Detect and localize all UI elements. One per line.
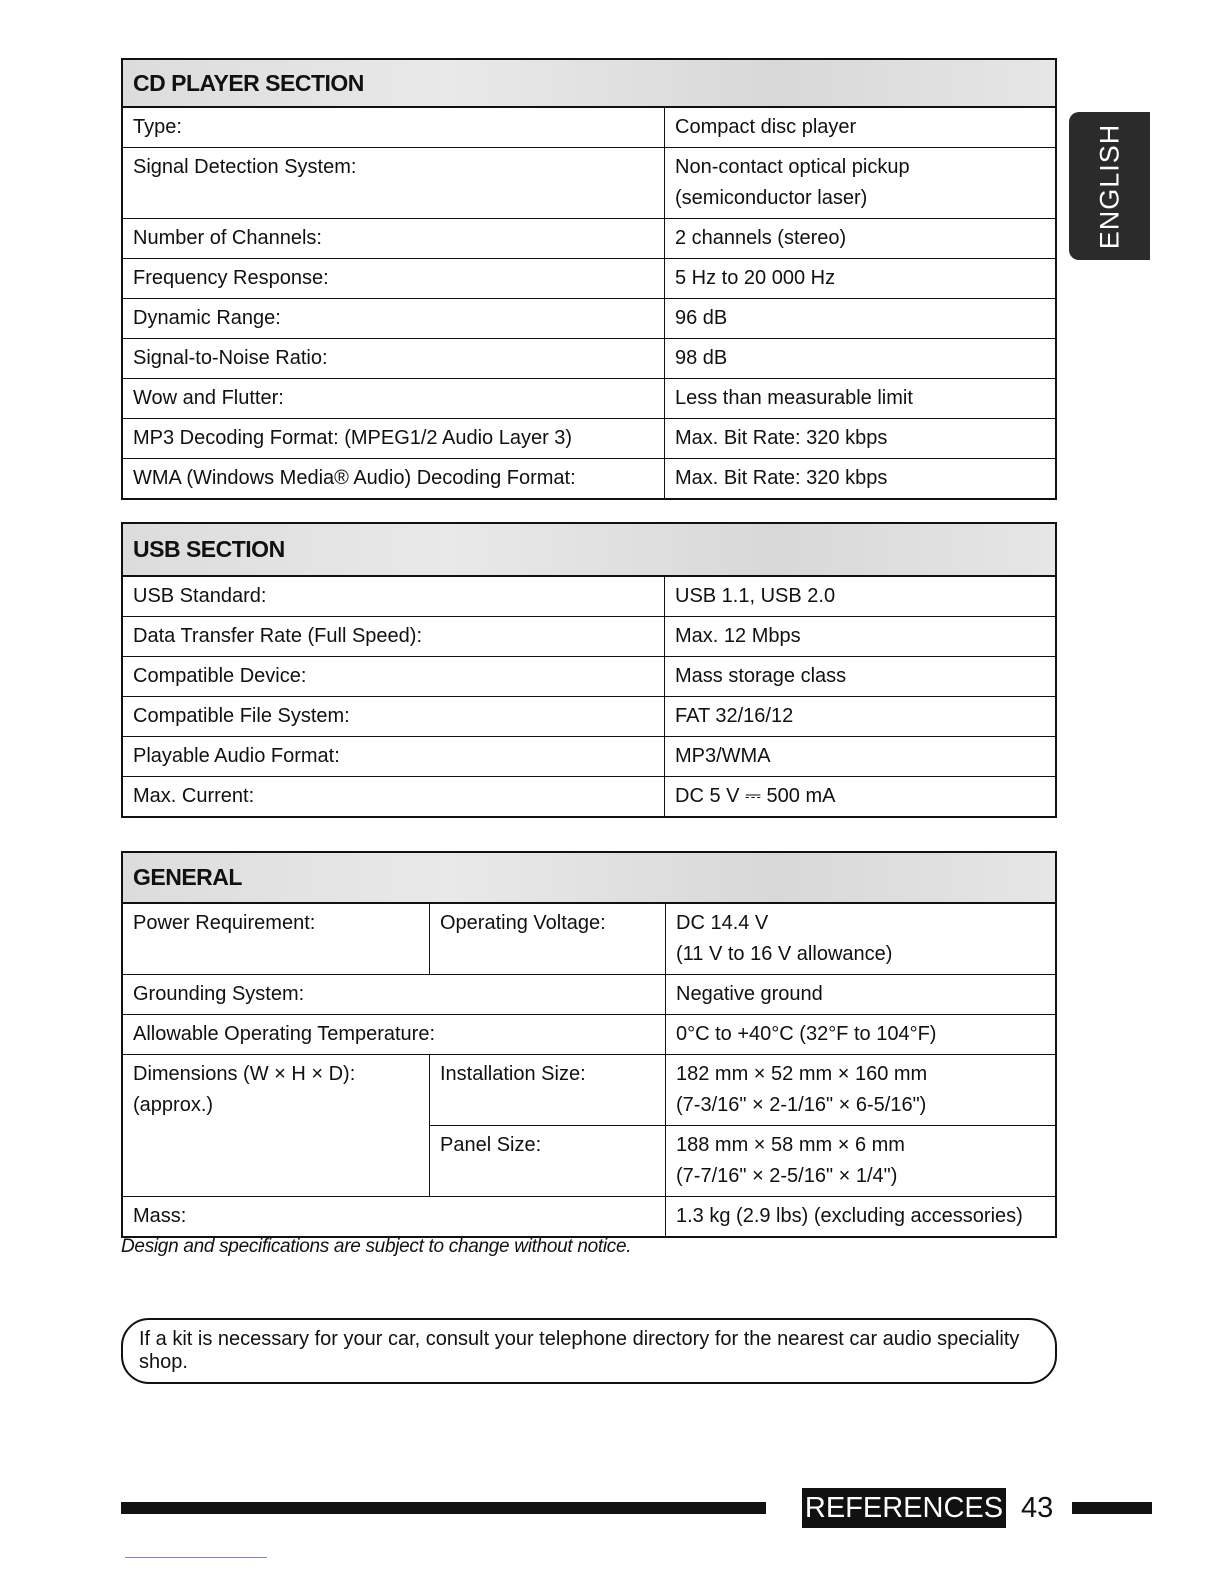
usb-row-label: Max. Current: [123,777,665,816]
language-tab [1069,112,1150,260]
usb-row [123,656,1055,696]
cd-row-label: Signal Detection System: [123,148,665,218]
cd-row-label: Wow and Flutter: [123,379,665,418]
footer-rule-right [1072,1502,1152,1514]
usb-row-value: MP3/WMA [675,745,771,767]
operating-voltage-value: DC 14.4 V (11 V to 16 V allowance) [665,904,1055,974]
language-tab-label: ENGLISH [1094,123,1125,249]
usb-heading: USB SECTION [123,524,1055,577]
cd-row [123,108,1055,147]
cd-row-label: Dynamic Range: [123,299,665,338]
cd-row-value: Max. Bit Rate: 320 kbps [675,467,888,489]
usb-row [123,577,1055,616]
specifications-note: Design and specifications are subject to change without notice. [121,1236,632,1257]
usb-row-label: USB Standard: [123,577,665,616]
mass-label: Mass: [123,1196,665,1236]
dimensions-label: Dimensions (W × H × D): (approx.) [123,1054,429,1196]
usb-row-label: Data Transfer Rate (Full Speed): [123,617,665,656]
panel-size-label: Panel Size: [429,1125,665,1196]
temperature-label: Allowable Operating Temperature: [123,1014,665,1054]
cd-row [123,418,1055,458]
cd-row-label: Frequency Response: [123,259,665,298]
kit-note-text: If a kit is necessary for your car, consult your telephone directory for the nearest car audio speciality shop. [139,1328,1020,1373]
cd-row-value: 2 channels (stereo) [675,227,847,249]
usb-row [123,776,1055,816]
usb-row-value: DC 5 V ⎓ 500 mA [675,785,836,807]
usb-row-value: USB 1.1, USB 2.0 [675,585,836,607]
general-grid [123,904,1055,1236]
cd-player-table [121,58,1057,500]
usb-row [123,616,1055,656]
cd-row-label: Signal-to-Noise Ratio: [123,339,665,378]
footer-section-label: REFERENCES [802,1488,1006,1528]
installation-size-value: 182 mm × 52 mm × 160 mm (7-3/16" × 2-1/16" × 6-5/16") [665,1054,1055,1125]
page-number: 43 [1021,1491,1054,1524]
usb-rows [123,577,1055,816]
cd-row-value: 98 dB [675,347,728,369]
grounding-value: Negative ground [665,974,1055,1014]
cd-row [123,147,1055,218]
cd-row-label: Number of Channels: [123,219,665,258]
grounding-label: Grounding System: [123,974,665,1014]
cd-player-heading: CD PLAYER SECTION [123,60,1055,108]
usb-row-value: Max. 12 Mbps [675,625,801,647]
operating-voltage-label: Operating Voltage: [429,904,665,974]
corner-divider [125,1557,267,1558]
cd-row [123,338,1055,378]
cd-row-value: Non-contact optical pickup (semiconductor laser) [675,156,910,209]
temperature-value: 0°C to +40°C (32°F to 104°F) [665,1014,1055,1054]
installation-size-label: Installation Size: [429,1054,665,1125]
cd-player-rows [123,108,1055,498]
cd-row-label: Type: [123,108,665,147]
cd-row-value: 5 Hz to 20 000 Hz [675,267,836,289]
general-table [121,851,1057,1238]
cd-row [123,458,1055,498]
cd-row [123,378,1055,418]
footer-rule-left [121,1502,766,1514]
cd-row-value: Compact disc player [675,116,857,138]
usb-row [123,736,1055,776]
general-heading: GENERAL [123,853,1055,904]
cd-row-label: MP3 Decoding Format: (MPEG1/2 Audio Layer 3) [123,419,665,458]
usb-table [121,522,1057,818]
usb-row-label: Compatible File System: [123,697,665,736]
cd-row [123,218,1055,258]
cd-row [123,258,1055,298]
cd-row-label: WMA (Windows Media® Audio) Decoding Format: [123,459,665,498]
panel-size-value: 188 mm × 58 mm × 6 mm (7-7/16" × 2-5/16" × 1/4") [665,1125,1055,1196]
usb-row-label: Playable Audio Format: [123,737,665,776]
cd-row-value: Max. Bit Rate: 320 kbps [675,427,888,449]
cd-row [123,298,1055,338]
cd-row-value: 96 dB [675,307,728,329]
mass-value: 1.3 kg (2.9 lbs) (excluding accessories) [665,1196,1055,1236]
usb-row-value: FAT 32/16/12 [675,705,794,727]
usb-row-label: Compatible Device: [123,657,665,696]
cd-row-value: Less than measurable limit [675,387,913,409]
usb-row-value: Mass storage class [675,665,847,687]
power-label: Power Requirement: [133,912,316,934]
usb-row [123,696,1055,736]
kit-note-box [121,1318,1057,1384]
